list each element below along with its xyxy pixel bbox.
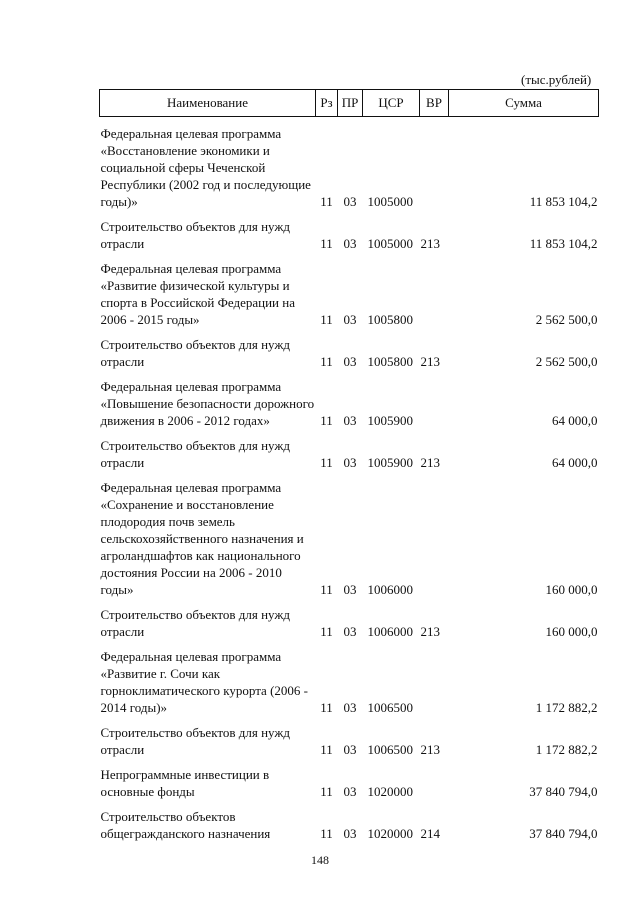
cell-sum: 160 000,0	[545, 624, 598, 639]
cell-rz: 11	[320, 784, 333, 799]
header-rz: Рз	[316, 90, 338, 117]
row-spacer	[100, 210, 599, 218]
table-row	[100, 766, 599, 800]
cell-name: Строительство объектов для нужд отрасли	[100, 725, 290, 757]
row-spacer	[100, 370, 599, 378]
row-spacer-cell	[100, 210, 599, 218]
cell-csr: 1006000	[367, 582, 413, 597]
cell-name: Федеральная целевая программа «Развитие г. Сочи как горноклиматического курорта (2006 - 2014 годы)»	[100, 649, 308, 715]
cell-sum: 160 000,0	[545, 582, 598, 597]
table-row	[100, 218, 599, 252]
row-spacer	[100, 117, 599, 126]
cell-name: Строительство объектов для нужд отрасли	[100, 337, 290, 369]
cell-rz: 11	[320, 354, 333, 369]
table-row	[100, 437, 599, 471]
cell-vr: 213	[420, 455, 440, 470]
row-spacer-cell	[100, 252, 599, 260]
cell-rz: 11	[320, 194, 333, 209]
cell-vr: 214	[420, 826, 440, 841]
cell-name: Федеральная целевая программа «Развитие физической культуры и спорта в Российской Федерации на 2006 - 2015 годы»	[100, 261, 295, 327]
cell-rz: 11	[320, 826, 333, 841]
cell-csr: 1005000	[367, 194, 413, 209]
cell-sum: 64 000,0	[552, 455, 598, 470]
row-spacer	[100, 598, 599, 606]
cell-sum: 11 853 104,2	[529, 194, 598, 209]
header-name: Наименование	[100, 90, 316, 117]
header-vr: ВР	[420, 90, 449, 117]
cell-vr: 213	[420, 742, 440, 757]
cell-vr	[420, 378, 449, 429]
cell-csr: 1006000	[367, 624, 413, 639]
header-csr: ЦСР	[363, 90, 420, 117]
table-row	[100, 648, 599, 716]
cell-csr: 1005900	[367, 455, 413, 470]
cell-csr: 1005000	[367, 236, 413, 251]
cell-sum: 37 840 794,0	[529, 784, 598, 799]
cell-rz: 11	[320, 413, 333, 428]
cell-sum: 11 853 104,2	[529, 236, 598, 251]
table-row	[100, 378, 599, 429]
cell-name: Федеральная целевая программа «Восстановление экономики и социальной сферы Чеченской Республики (2002 год и последующие годы)»	[100, 126, 311, 209]
cell-sum: 2 562 500,0	[535, 312, 598, 327]
cell-sum: 1 172 882,2	[535, 700, 598, 715]
row-spacer-cell	[100, 598, 599, 606]
table-header-row	[100, 90, 599, 117]
cell-vr	[420, 125, 449, 210]
cell-pr: 03	[343, 194, 357, 209]
cell-sum: 1 172 882,2	[535, 742, 598, 757]
cell-pr: 03	[343, 624, 357, 639]
cell-name: Непрограммные инвестиции в основные фонды	[100, 767, 270, 799]
cell-csr: 1006500	[367, 742, 413, 757]
row-spacer-cell	[100, 471, 599, 479]
table-row	[100, 479, 599, 598]
cell-csr: 1020000	[367, 826, 413, 841]
cell-rz: 11	[320, 700, 333, 715]
cell-rz: 11	[320, 312, 333, 327]
cell-name: Строительство объектов общегражданского назначения	[100, 809, 271, 841]
cell-csr: 1020000	[367, 784, 413, 799]
cell-name: Строительство объектов для нужд отрасли	[100, 438, 290, 470]
cell-pr: 03	[343, 312, 357, 327]
row-spacer-cell	[100, 640, 599, 648]
row-spacer-cell	[100, 328, 599, 336]
table-body	[100, 117, 599, 843]
cell-rz: 11	[320, 236, 333, 251]
budget-table	[99, 89, 599, 842]
row-spacer	[100, 640, 599, 648]
cell-name: Федеральная целевая программа «Повышение безопасности дорожного движения в 2006 - 2012 годах»	[100, 379, 315, 428]
cell-name: Строительство объектов для нужд отрасли	[100, 607, 290, 639]
row-spacer	[100, 252, 599, 260]
header-sum: Сумма	[449, 90, 599, 117]
cell-pr: 03	[343, 700, 357, 715]
table-row	[100, 606, 599, 640]
row-spacer	[100, 800, 599, 808]
page-number: 148	[311, 853, 329, 867]
cell-csr: 1006500	[367, 700, 413, 715]
cell-sum: 64 000,0	[552, 413, 598, 428]
cell-vr: 213	[420, 236, 440, 251]
cell-vr	[420, 648, 449, 716]
cell-vr	[420, 260, 449, 328]
row-spacer	[100, 328, 599, 336]
cell-pr: 03	[343, 455, 357, 470]
cell-vr	[420, 766, 449, 800]
row-spacer	[100, 758, 599, 766]
cell-pr: 03	[343, 582, 357, 597]
table-row	[100, 260, 599, 328]
header-pr: ПР	[338, 90, 363, 117]
row-spacer-cell	[100, 117, 599, 126]
row-spacer	[100, 716, 599, 724]
cell-rz: 11	[320, 582, 333, 597]
cell-name: Строительство объектов для нужд отрасли	[100, 219, 290, 251]
table-row	[100, 336, 599, 370]
cell-pr: 03	[343, 354, 357, 369]
row-spacer-cell	[100, 758, 599, 766]
cell-rz: 11	[320, 455, 333, 470]
table-row	[100, 724, 599, 758]
cell-sum: 37 840 794,0	[529, 826, 598, 841]
cell-vr: 213	[420, 624, 440, 639]
row-spacer-cell	[100, 800, 599, 808]
cell-csr: 1005800	[367, 354, 413, 369]
table-row	[100, 125, 599, 210]
cell-rz: 11	[320, 742, 333, 757]
row-spacer-cell	[100, 716, 599, 724]
cell-pr: 03	[343, 413, 357, 428]
row-spacer	[100, 471, 599, 479]
row-spacer	[100, 429, 599, 437]
table-row	[100, 808, 599, 842]
cell-pr: 03	[343, 236, 357, 251]
row-spacer-cell	[100, 370, 599, 378]
units-label: (тыс.рублей)	[521, 72, 592, 87]
cell-pr: 03	[343, 784, 357, 799]
cell-csr: 1005900	[367, 413, 413, 428]
cell-vr	[420, 479, 449, 598]
cell-name: Федеральная целевая программа «Сохранение и восстановление плодородия почв земель сельскохозяйственного назначения и агроландшафтов как национального достояния России на 2006 - 2010 годы»	[100, 480, 304, 597]
cell-pr: 03	[343, 826, 357, 841]
cell-rz: 11	[320, 624, 333, 639]
cell-csr: 1005800	[367, 312, 413, 327]
cell-pr: 03	[343, 742, 357, 757]
cell-sum: 2 562 500,0	[535, 354, 598, 369]
row-spacer-cell	[100, 429, 599, 437]
cell-vr: 213	[420, 354, 440, 369]
